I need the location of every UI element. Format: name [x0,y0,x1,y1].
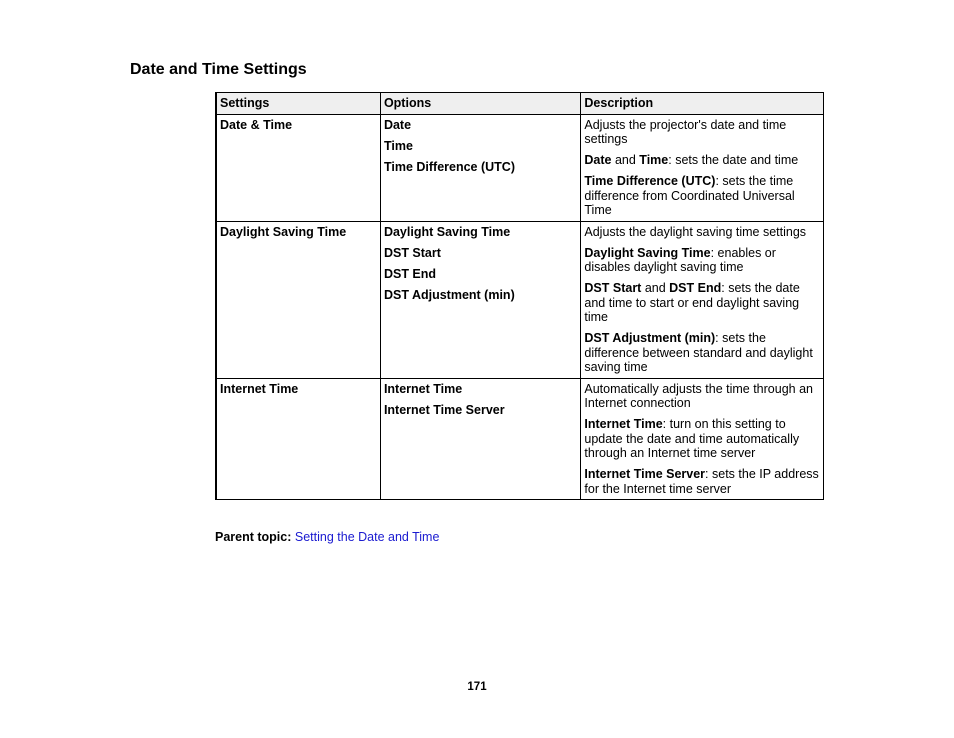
setting-name-cell: Internet Time [216,378,380,500]
option-item: Date [383,117,412,132]
description-paragraph: Internet Time Server: sets the IP address for the Internet time server [584,467,819,496]
option-item: DST End [383,266,437,281]
options-cell [380,378,580,500]
description-cell [581,378,824,500]
description-cell [581,221,824,378]
table-header-row [216,93,824,115]
column-header-options: Options [380,93,580,115]
settings-table [215,92,824,500]
parent-topic-link[interactable]: Setting the Date and Time [294,530,440,544]
table-row [216,378,824,500]
options-cell [380,114,580,221]
options-cell [380,221,580,378]
table-row [216,221,824,378]
option-item: Time [383,138,413,153]
page-number: 171 [467,681,487,693]
column-header-settings: Settings [216,93,380,115]
column-header-description: Description [581,93,824,115]
description-cell [581,114,824,221]
description-paragraph: DST Adjustment (min): sets the difference between standard and daylight saving time [584,331,813,374]
option-item: Internet Time [383,381,463,396]
option-item: Daylight Saving Time [383,224,511,239]
option-item: DST Start [383,245,441,260]
option-item: Time Difference (UTC) [383,159,515,174]
table-row [216,114,824,221]
description-paragraph: Daylight Saving Time: enables or disables daylight saving time [584,245,776,274]
description-paragraph: Adjusts the projector's date and time settings [584,117,787,146]
setting-name-cell: Daylight Saving Time [216,221,380,378]
page-title: Date and Time Settings [130,61,307,78]
description-paragraph: Automatically adjusts the time through an Internet connection [584,381,813,410]
setting-name-cell: Date & Time [216,114,380,221]
option-item: DST Adjustment (min) [383,287,515,302]
description-paragraph: Time Difference (UTC): sets the time difference from Coordinated Universal Time [584,174,795,217]
description-paragraph: Date and Time: sets the date and time [584,153,799,167]
description-paragraph: Internet Time: turn on this setting to update the date and time automatically through an Internet time server [584,417,800,460]
option-item: Internet Time Server [383,402,505,417]
description-paragraph: DST Start and DST End: sets the date and time to start or end daylight saving time [584,281,800,324]
parent-topic [215,530,439,544]
parent-topic-label: Parent topic: [215,530,292,544]
description-paragraph: Adjusts the daylight saving time settings [584,224,807,239]
